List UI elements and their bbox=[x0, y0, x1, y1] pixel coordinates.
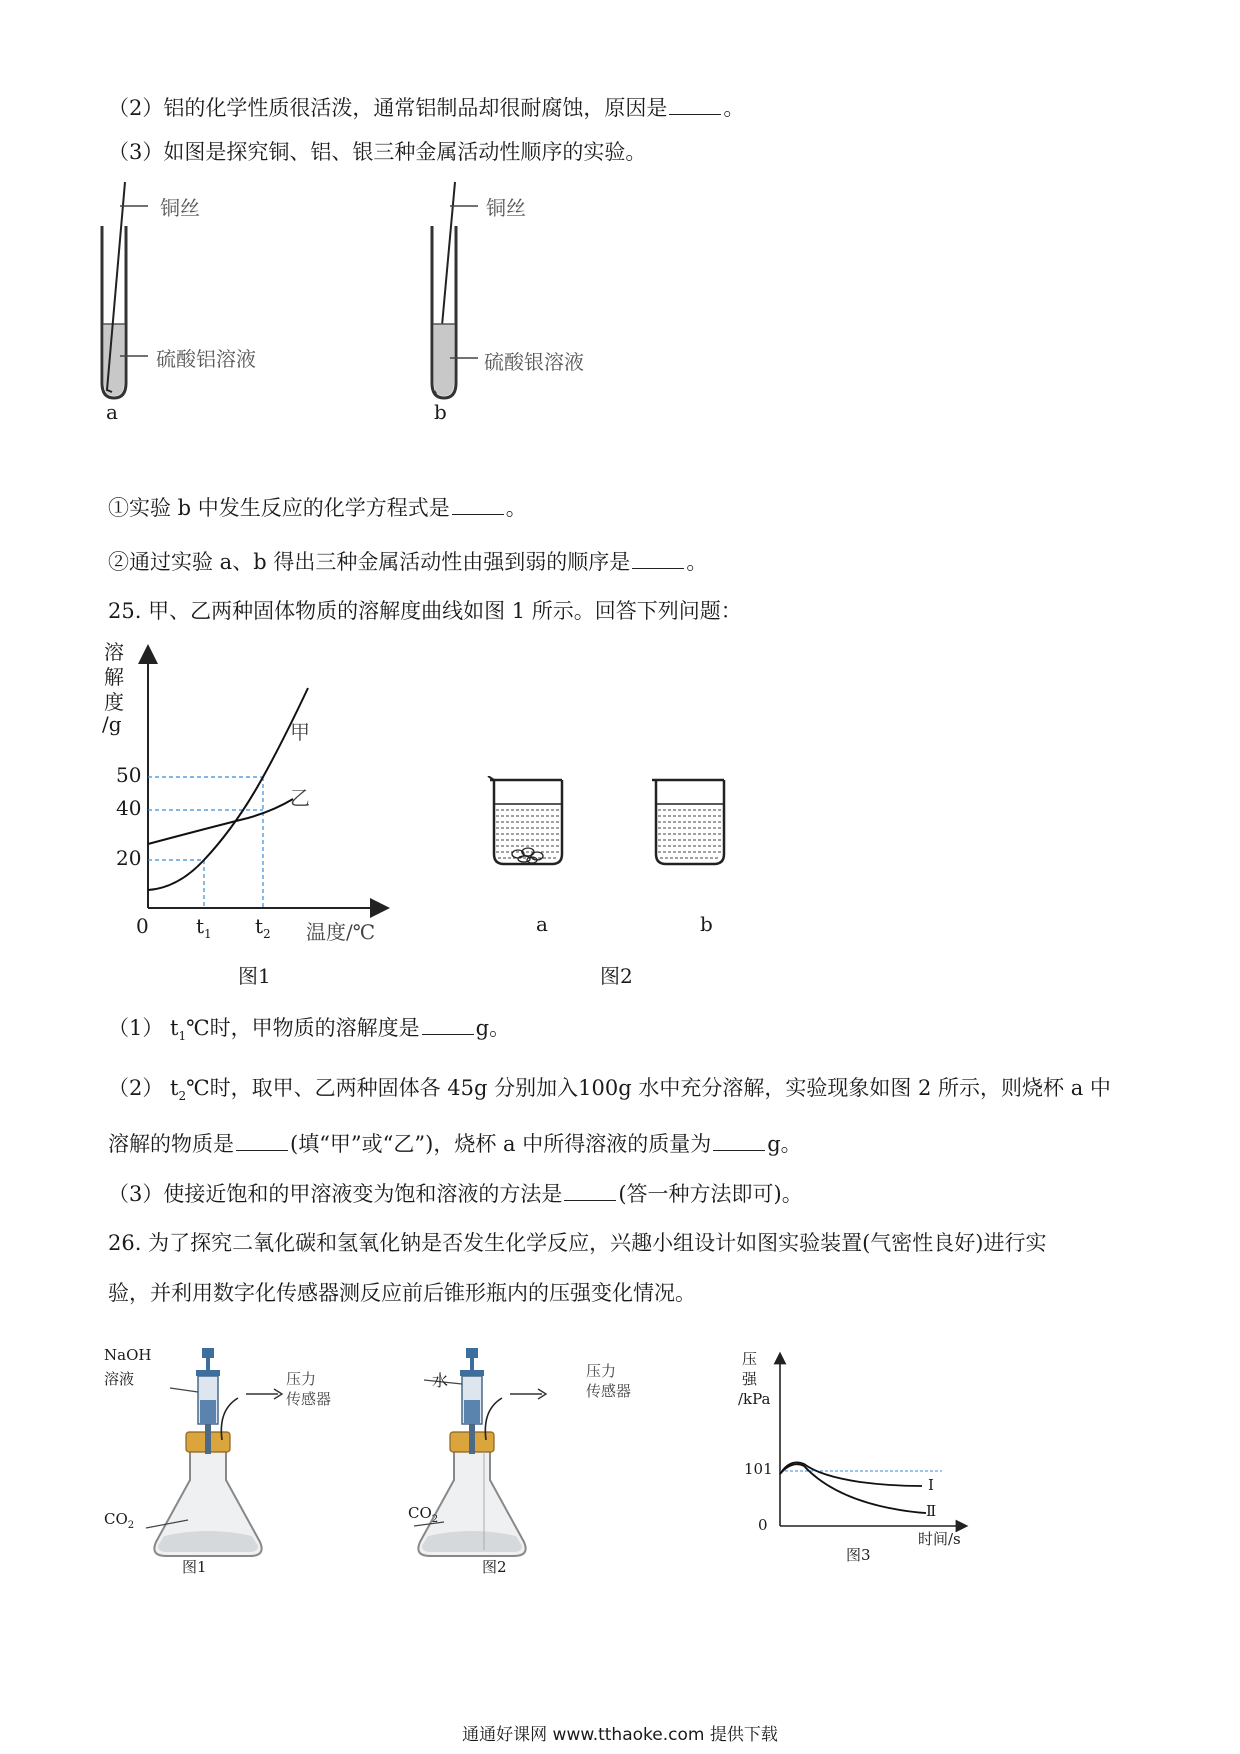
q25-part2-text-b: ℃时，取甲、乙两种固体各 45g 分别加入100g 水中充分溶解，实验现象如图 2 所示，则烧杯 a 中 bbox=[186, 1076, 1111, 1100]
copper-wire-label: 铜丝 bbox=[486, 196, 526, 220]
period: 。 bbox=[505, 496, 527, 520]
q25-part3 bbox=[108, 1178, 803, 1209]
answer-blank[interactable] bbox=[632, 546, 684, 569]
curve-label-II: Ⅱ bbox=[926, 1502, 937, 1520]
pressure-chart bbox=[700, 1336, 980, 1566]
q25-part2-line2-b: (填“甲”或“乙”)，烧杯 a 中所得溶液的质量为 bbox=[290, 1132, 712, 1156]
undissolved-solid bbox=[512, 848, 543, 863]
q24-subq1-text: ①实验 b 中发生反应的化学方程式是 bbox=[108, 496, 450, 520]
beaker-b bbox=[652, 780, 724, 864]
series-label-jia: 甲 bbox=[290, 720, 310, 744]
subscript: 1 bbox=[178, 1029, 187, 1044]
fig2-caption: 图2 bbox=[600, 964, 633, 988]
curve-label-I: I bbox=[928, 1476, 934, 1494]
y-axis-label-2: 解 bbox=[104, 665, 124, 689]
q24-part3: （3）如图是探究铜、铝、银三种金属活动性顺序的实验。 bbox=[108, 140, 647, 164]
q25-part1-text-b: ℃时，甲物质的溶解度是 bbox=[186, 1016, 420, 1040]
y-axis-label-3: /kPa bbox=[738, 1390, 771, 1408]
x-tick-t2 bbox=[255, 914, 271, 941]
q25-part2 bbox=[108, 1073, 1111, 1111]
co2-label bbox=[104, 1510, 134, 1531]
q25-part2-text-a: （2） t bbox=[108, 1076, 179, 1100]
subscript: 2 bbox=[431, 1514, 439, 1525]
answer-blank[interactable] bbox=[713, 1128, 765, 1151]
y-axis-label-4: /g bbox=[102, 712, 122, 736]
curve-I bbox=[780, 1462, 922, 1486]
fig1-caption: 图1 bbox=[182, 1558, 207, 1576]
beaker-tag-b: b bbox=[700, 912, 713, 936]
y-tick-20: 20 bbox=[116, 846, 142, 870]
solubility-chart bbox=[102, 636, 408, 956]
apparatus-figure-2 bbox=[400, 1330, 660, 1576]
y-axis-label-1: 压 bbox=[742, 1350, 758, 1368]
q24-part2 bbox=[108, 92, 744, 123]
fig3-caption: 图3 bbox=[846, 1546, 871, 1564]
unit: g。 bbox=[767, 1132, 802, 1156]
q25-part1 bbox=[108, 1012, 510, 1051]
beaker-a bbox=[488, 776, 562, 864]
aluminum-sulfate-label: 硫酸铝溶液 bbox=[156, 347, 256, 371]
origin-label: 0 bbox=[136, 914, 149, 938]
solution-label: 溶液 bbox=[104, 1370, 135, 1388]
co2-text: CO bbox=[408, 1504, 432, 1522]
test-tube-figure-b bbox=[420, 178, 640, 428]
answer-blank[interactable] bbox=[422, 1012, 474, 1035]
series-label-yi: 乙 bbox=[290, 786, 310, 810]
fig2-caption: 图2 bbox=[482, 1558, 507, 1576]
x-tick-t2-letter: t bbox=[255, 914, 264, 938]
y-axis-label-2: 强 bbox=[742, 1370, 758, 1388]
q25-part2-line2-a: 溶解的物质是 bbox=[108, 1132, 234, 1156]
tube-tag-b: b bbox=[434, 400, 447, 424]
x-tick-t1-sub: 1 bbox=[204, 927, 212, 941]
q24-part2-text: （2）铝的化学性质很活泼，通常铝制品却很耐腐蚀，原因是 bbox=[108, 96, 668, 120]
beaker-tag-a: a bbox=[536, 912, 548, 936]
pressure-sensor-label-2: 传感器 bbox=[586, 1382, 632, 1400]
page-footer: 通通好课网 www.tthaoke.com 提供下载 bbox=[462, 1725, 778, 1745]
y-tick-101: 101 bbox=[744, 1460, 773, 1478]
y-tick-50: 50 bbox=[116, 763, 142, 787]
pressure-sensor-label-1: 压力 bbox=[286, 1370, 317, 1388]
co2-text: CO bbox=[104, 1510, 128, 1528]
x-tick-t2-sub: 2 bbox=[263, 927, 271, 941]
q25-part2-line2 bbox=[108, 1128, 802, 1159]
fig1-caption: 图1 bbox=[238, 964, 271, 988]
copper-wire-label: 铜丝 bbox=[160, 196, 200, 220]
curve-II bbox=[780, 1464, 926, 1513]
unit: g。 bbox=[475, 1016, 511, 1040]
curve-yi bbox=[148, 799, 293, 844]
x-tick-t1-letter: t bbox=[196, 914, 205, 938]
silver-sulfate-label: 硫酸银溶液 bbox=[484, 350, 584, 374]
answer-blank[interactable] bbox=[236, 1128, 288, 1151]
q25-stem: 25. 甲、乙两种固体物质的溶解度曲线如图 1 所示。回答下列问题： bbox=[108, 599, 742, 623]
q24-subq2-text: ②通过实验 a、b 得出三种金属活动性由强到弱的顺序是 bbox=[108, 550, 631, 574]
y-axis-label-3: 度 bbox=[104, 690, 124, 714]
co2-label bbox=[408, 1504, 438, 1525]
x-axis-label: 时间/s bbox=[918, 1530, 961, 1548]
q24-subq1 bbox=[108, 492, 527, 523]
naoh-label: NaOH bbox=[104, 1346, 152, 1364]
q25-part3-text: （3）使接近饱和的甲溶液变为饱和溶液的方法是 bbox=[108, 1182, 563, 1206]
period: 。 bbox=[686, 550, 708, 574]
pressure-sensor-label-1: 压力 bbox=[586, 1362, 617, 1380]
y-axis-label-1: 溶 bbox=[104, 640, 124, 664]
answer-blank[interactable] bbox=[452, 492, 504, 515]
subscript: 2 bbox=[127, 1520, 135, 1531]
beaker-figure bbox=[480, 776, 760, 946]
apparatus-figure-1 bbox=[100, 1330, 360, 1576]
test-tube-figure-a bbox=[90, 178, 290, 428]
subscript: 2 bbox=[178, 1089, 187, 1104]
y-tick-0: 0 bbox=[758, 1516, 768, 1534]
answer-blank[interactable] bbox=[669, 92, 721, 115]
q25-part3-end: (答一种方法即可)。 bbox=[618, 1182, 803, 1206]
q26-stem-line2: 验，并利用数字化传感器测反应前后锥形瓶内的压强变化情况。 bbox=[108, 1281, 696, 1305]
water-label: 水 bbox=[432, 1371, 449, 1390]
y-tick-40: 40 bbox=[116, 796, 142, 820]
x-axis-label: 温度/℃ bbox=[306, 920, 376, 944]
q24-subq2 bbox=[108, 546, 707, 577]
x-tick-t1 bbox=[196, 914, 212, 941]
pressure-sensor-label-2: 传感器 bbox=[286, 1390, 332, 1408]
tube-tag-a: a bbox=[106, 400, 118, 424]
answer-blank[interactable] bbox=[564, 1178, 616, 1201]
period: 。 bbox=[723, 96, 745, 120]
q26-stem-line1: 26. 为了探究二氧化碳和氢氧化钠是否发生化学反应，兴趣小组设计如图实验装置(气密性良好)进行实 bbox=[108, 1231, 1047, 1255]
q25-part1-text-a: （1） t bbox=[108, 1016, 179, 1040]
